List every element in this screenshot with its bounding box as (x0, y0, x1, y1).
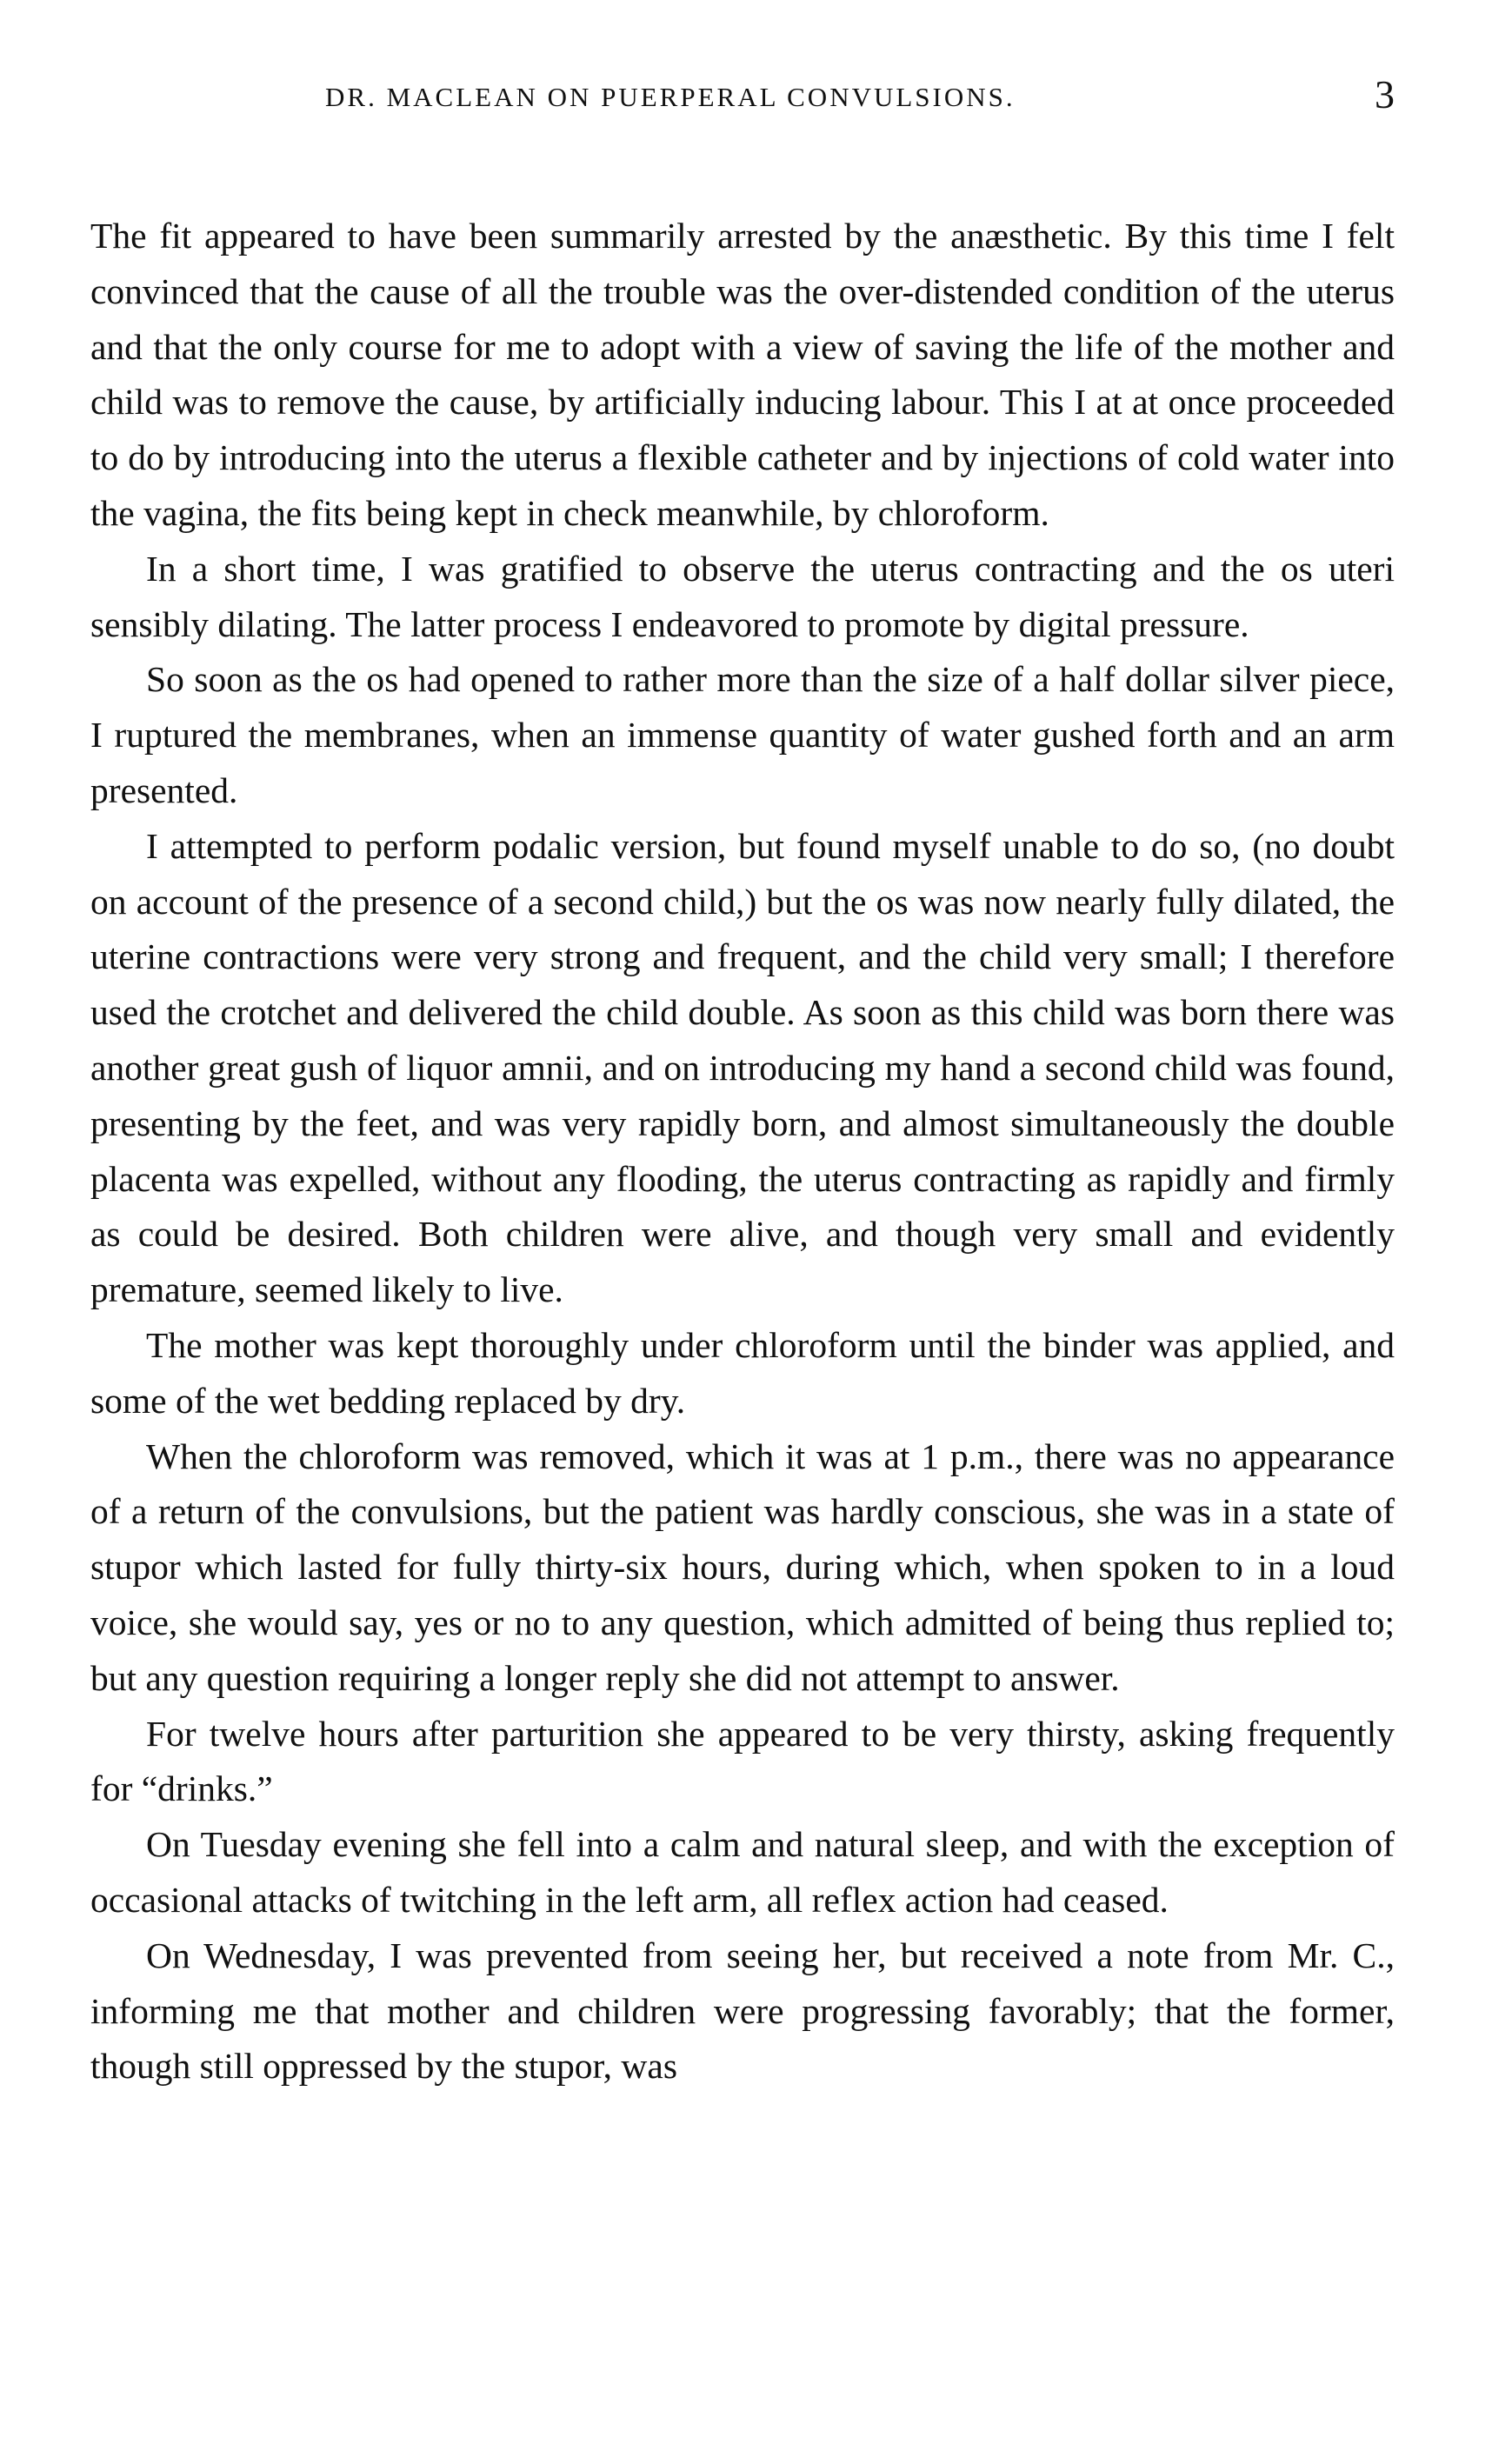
body-text (90, 209, 1395, 2094)
paragraph-wednesday: On Wednesday, I was prevented from seeing her, but received a note from Mr. C., informing me that mother and children were progressing favorably; that the former, though still oppressed by the stupor, was (90, 1935, 1395, 2087)
paragraph-membranes-ruptured: So soon as the os had opened to rather more than the size of a half dollar silver piece, I ruptured the membranes, when an immense quantity of water gushed forth and an arm presented. (90, 659, 1395, 810)
paragraph-uterus-contracting: In a short time, I was gratified to observe the uterus contracting and the os uteri sensibly dilating. The latter process I endeavored to promote by digital pressure. (90, 548, 1395, 644)
running-title: DR. MACLEAN ON PUERPERAL CONVULSIONS. (325, 82, 1016, 112)
paragraph-anaesthetic: The fit appeared to have been summarily arrested by the anæsthetic. By this time I felt convinced that the cause of all the trouble was the over-distended condition of the uterus and that the only course for me to adopt with a view of saving the life of the mother and child was to remove the cause, by artificially inducing labour. This I at at once proceeded to do by introducing into the uterus a flexible catheter and by injections of cold water into the vagina, the fits being kept in check meanwhile, by chloroform. (90, 216, 1395, 533)
paragraph-stupor: When the chloroform was removed, which it was at 1 p.m., there was no appearance of a return of the convulsions, but the patient was hardly conscious, she was in a state of stupor which lasted for fully thirty-six hours, during which, when spoken to in a loud voice, she would say, yes or no to any question, which admitted of being thus replied to; but any question requiring a longer reply she did not attempt to answer. (90, 1435, 1395, 1698)
paragraph-chloroform-binder: The mother was kept thoroughly under chloroform until the binder was applied, and some of the wet bedding replaced by dry. (90, 1324, 1395, 1421)
page-number: 3 (1375, 72, 1395, 117)
paragraph-thirst: For twelve hours after parturition she appeared to be very thirsty, asking frequently for “drinks.” (90, 1713, 1395, 1809)
paragraph-tuesday: On Tuesday evening she fell into a calm and natural sleep, and with the exception of occasional attacks of twitching in the left arm, all reflex action had ceased. (90, 1824, 1395, 1920)
running-header (90, 68, 1395, 129)
paragraph-delivery: I attempted to perform podalic version, but found myself unable to do so, (no doubt on account of the presence of a second child,) but the os was now nearly fully dilated, the uterine contractions were very strong and frequent, and the child very small; I therefore used the crotchet and delivered the child double. As soon as this child was born there was another great gush of liquor amnii, and on introducing my hand a second child was found, presenting by the feet, and was very rapidly born, and almost simultaneously the double placenta was expelled, without any flooding, the uterus contracting as rapidly and firmly as could be desired. Both children were alive, and though very small and evidently premature, seemed likely to live. (90, 825, 1395, 1310)
